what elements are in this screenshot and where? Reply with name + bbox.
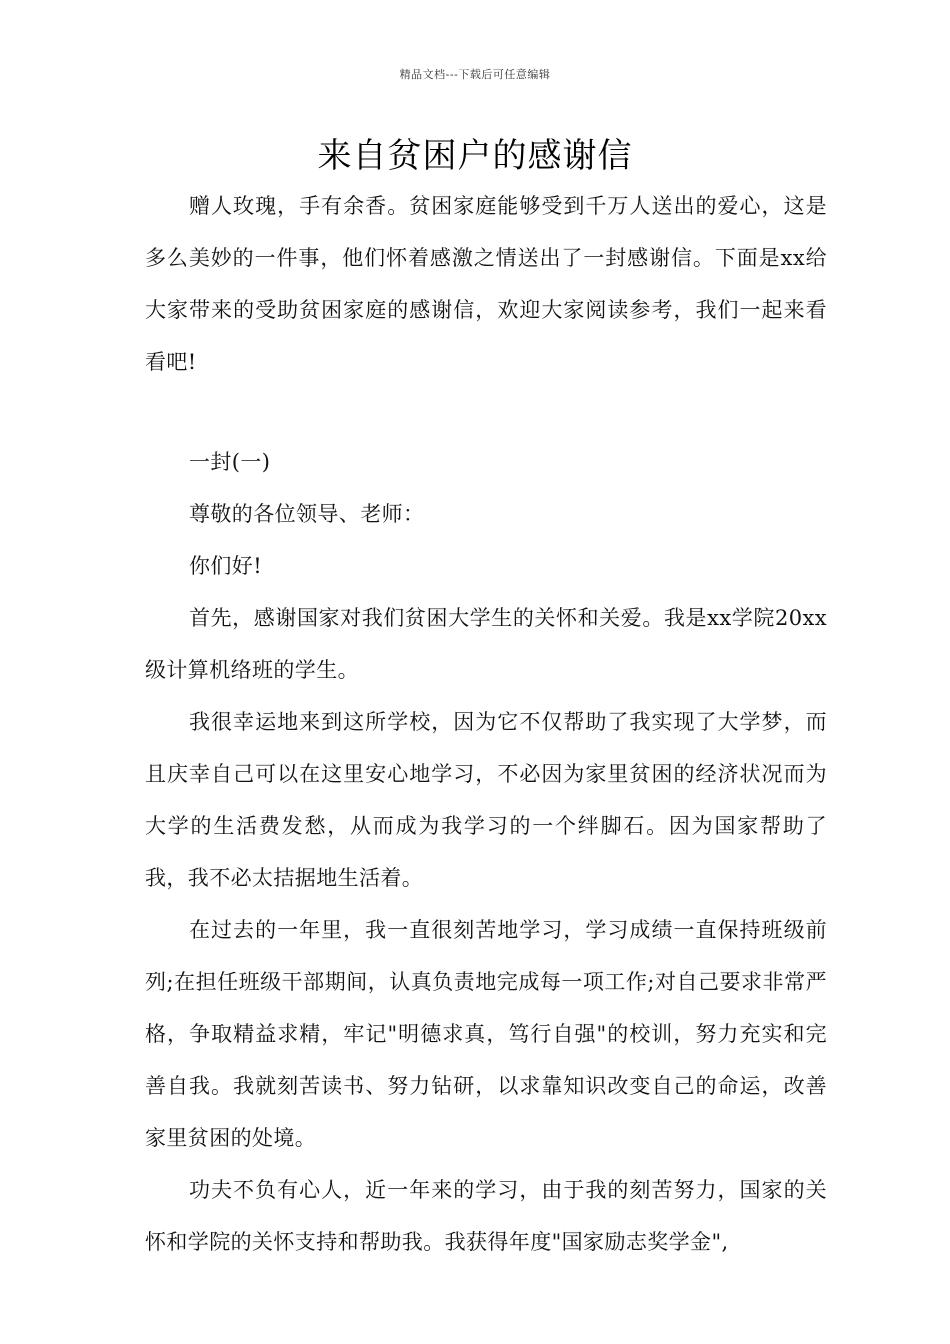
letter-paragraph: 功夫不负有心人，近一年来的学习，由于我的刻苦努力，国家的关怀和学院的关怀支持和帮助我。我获得年度"国家励志奖学金", xyxy=(145,1178,827,1254)
letter-paragraph: 我很幸运地来到这所学校，因为它不仅帮助了我实现了大学梦，而且庆幸自己可以在这里安心地学习，不必因为家里贫困的经济状况而为大学的生活费发愁，从而成为我学习的一个绊脚石。因为国家帮助了我，我不必太拮据地生活着。 xyxy=(145,710,827,890)
section-label: 一封(一) xyxy=(189,450,271,474)
document-title: 来自贫困户的感谢信 xyxy=(317,136,633,176)
page-header: 精品文档---下载后可任意编辑 xyxy=(399,68,551,81)
letter-paragraph: 首先，感谢国家对我们贫困大学生的关怀和关爱。我是xx学院20xx级计算机络班的学生。 xyxy=(145,606,827,682)
document-body xyxy=(145,180,827,1268)
intro-paragraph: 赠人玫瑰，手有余香。贫困家庭能够受到千万人送出的爱心，这是多么美妙的一件事，他们怀着感激之情送出了一封感谢信。下面是xx给大家带来的受助贫困家庭的感谢信，欢迎大家阅读参考，我们一起来看看吧! xyxy=(145,194,827,374)
greeting: 你们好! xyxy=(189,554,263,578)
paragraph-gap xyxy=(145,388,827,436)
letter-paragraph: 在过去的一年里，我一直很刻苦地学习，学习成绩一直保持班级前列;在担任班级干部期间，认真负责地完成每一项工作;对自己要求非常严格，争取精益求精，牢记"明德求真，笃行自强"的校训，努力充实和完善自我。我就刻苦读书、努力钻研，以求靠知识改变自己的命运，改善家里贫困的处境。 xyxy=(145,918,827,1150)
salutation: 尊敬的各位领导、老师： xyxy=(189,502,425,526)
